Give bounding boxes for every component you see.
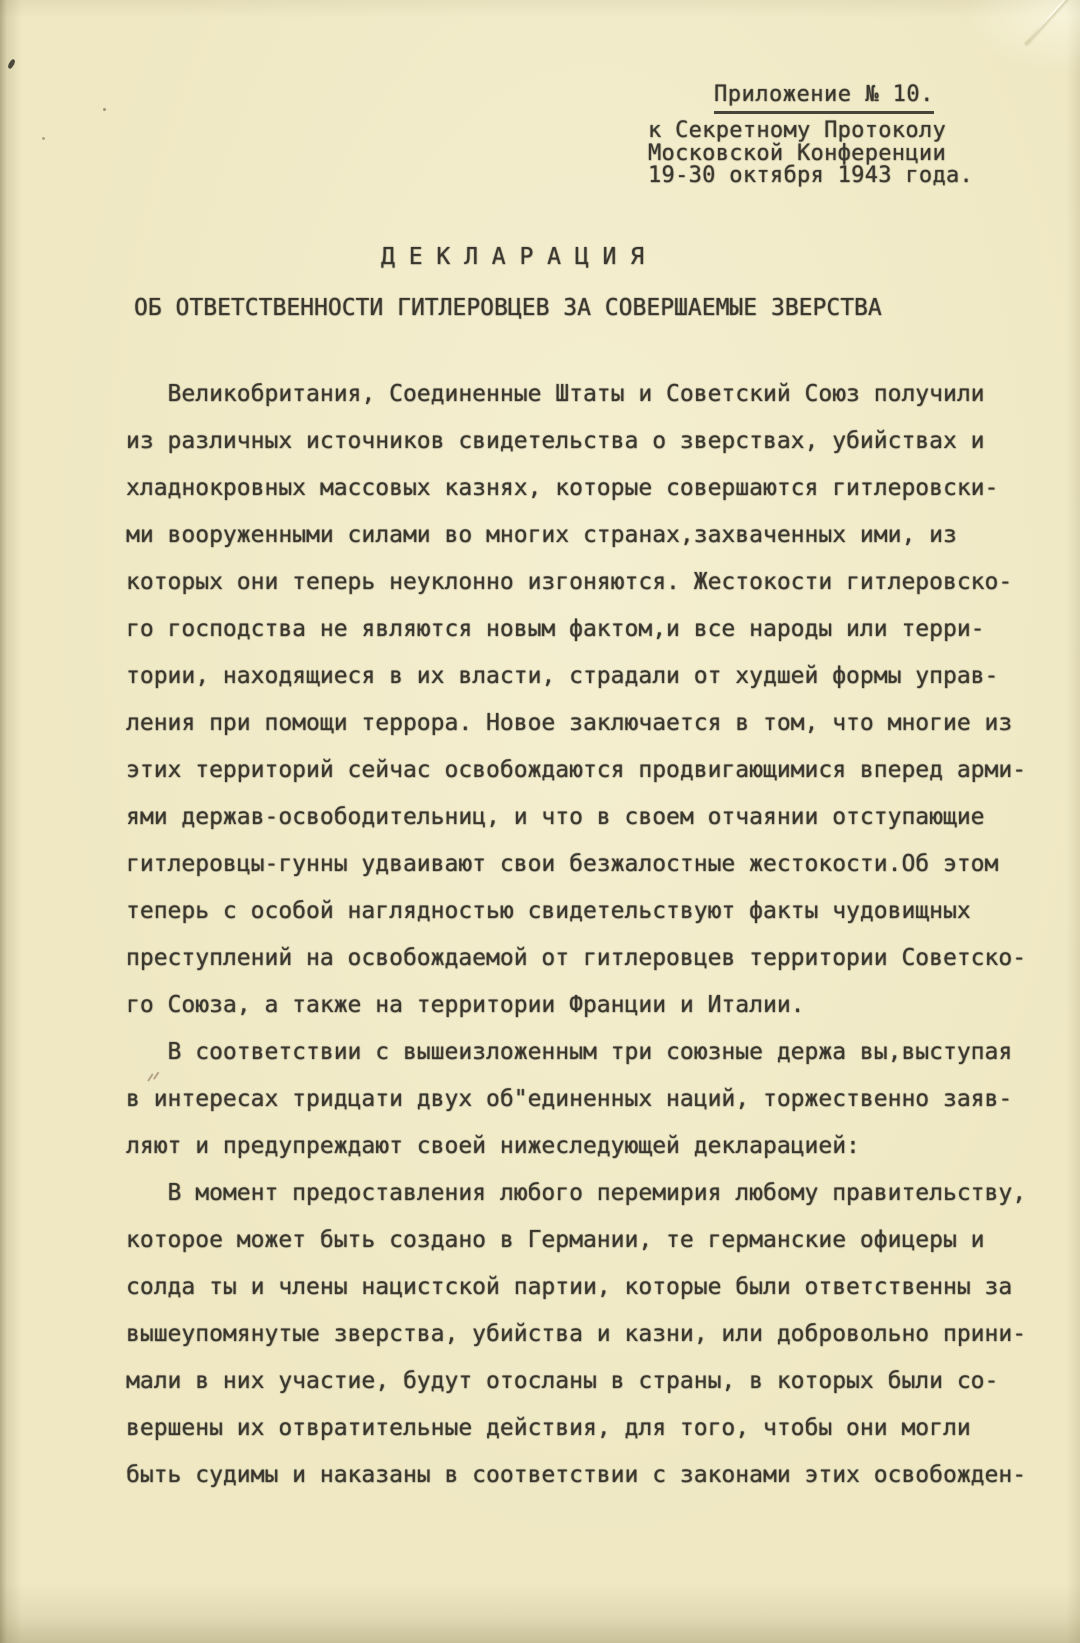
body-line: В момент предоставления любого перемирия любому правительству, [126, 1180, 1027, 1206]
document-title: Д Е К Л А Р А Ц И Я [381, 244, 645, 270]
body-line: хладнокровных массовых казнях, которые совершаются гитлеровски- [126, 475, 999, 501]
body-line: вышеупомянутые зверства, убийства и казни, или добровольно прини- [126, 1321, 1027, 1347]
body-line: этих территорий сейчас освобождаются продвигающимися вперед арми- [126, 757, 1027, 783]
body-line: ления при помощи террора. Новое заключается в том, что многие из [126, 710, 1013, 736]
ink-speck [42, 137, 45, 140]
body-line: мали в них участие, будут отосланы в страны, в которых были со- [126, 1368, 999, 1394]
ink-speck [103, 108, 106, 111]
body-line: которых они теперь неуклонно изгоняются. Жестокости гитлеровско- [126, 569, 1013, 595]
body-line: го господства не являются новым фактом,и все народы или терри- [126, 616, 985, 642]
appendix-reference [648, 120, 973, 188]
body-line: из различных источников свидетельства о зверствах, убийствах и [126, 428, 985, 454]
document-subtitle: ОБ ОТВЕТСТВЕННОСТИ ГИТЛЕРОВЦЕВ ЗА СОВЕРШАЕМЫЕ ЗВЕРСТВА [134, 295, 882, 321]
paper-crease [1024, 0, 1078, 45]
reference-line: Московской Конференции [648, 140, 946, 166]
reference-line: к Секретному Протоколу [648, 118, 946, 143]
body-line: В соответствии с вышеизложенным три союзные держа вы,выступая [126, 1039, 1013, 1065]
body-line: в интересах тридцати двух об"единенных наций, торжественно заяв- [126, 1086, 1013, 1112]
body-line: теперь с особой наглядностью свидетельствуют факты чудовищных [126, 898, 971, 924]
body-line: быть судимы и наказаны в соответствии с законами этих освобожден- [126, 1462, 1027, 1488]
body-line: Великобритания, Соединенные Штаты и Советский Союз получили [126, 381, 985, 407]
body-line: преступлений на освобождаемой от гитлеровцев территории Советско- [126, 945, 1027, 971]
body-line: ми вооруженными силами во многих странах,захваченных ими, из [126, 522, 957, 548]
body-line: тории, находящиеся в их власти, страдали от худшей формы управ- [126, 663, 999, 689]
body-line: го Союза, а также на территории Франции и Италии. [126, 992, 805, 1018]
body-line: которое может быть создано в Германии, те германские офицеры и [126, 1227, 985, 1253]
body-line: вершены их отвратительные действия, для того, чтобы они могли [126, 1415, 971, 1441]
body-line: гитлеровцы-гунны удваивают свои безжалостные жестокости.Об этом [126, 851, 999, 877]
body-line: солда ты и члены нацистской партии, которые были ответственны за [126, 1274, 1013, 1300]
ink-speck [6, 59, 16, 70]
reference-line: 19-30 октября 1943 года. [648, 163, 974, 188]
document-body [126, 371, 1056, 1499]
body-line: ляют и предупреждают своей нижеследующей декларацией: [126, 1133, 860, 1159]
body-line: ями держав-освободительниц, и что в своем отчаянии отступающие [126, 804, 985, 830]
appendix-label: Приложение № 10. [714, 82, 934, 114]
